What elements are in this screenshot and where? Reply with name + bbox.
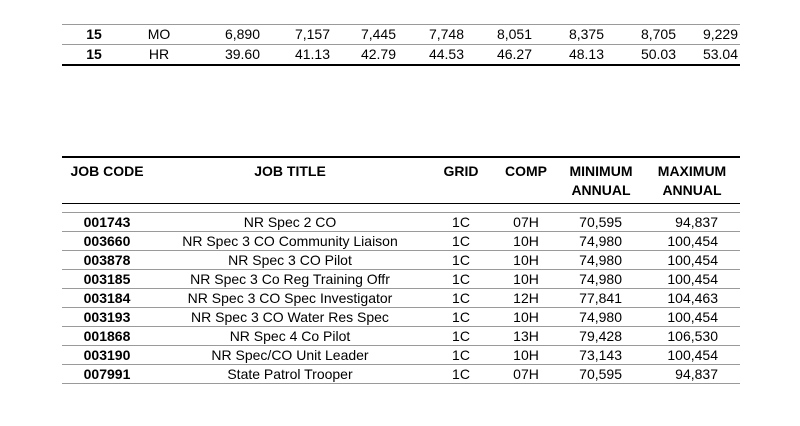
grid-cell: 1C: [428, 251, 494, 270]
table-row: [62, 232, 740, 251]
job-code-cell: 003193: [62, 308, 152, 327]
minimum-annual-cell: 74,980: [558, 270, 644, 289]
comp-cell: 10H: [494, 232, 558, 251]
minimum-annual-cell: 74,980: [558, 308, 644, 327]
header-minimum-line1: MINIMUM: [569, 163, 633, 179]
header-spacer-row: [62, 204, 740, 213]
step-value-cell: 6,890: [192, 25, 262, 45]
job-code-cell: 007991: [62, 365, 152, 384]
header-maximum-annual: [644, 157, 740, 204]
job-title-cell: NR Spec 2 CO: [152, 213, 428, 232]
unit-cell: HR: [126, 45, 192, 66]
comp-cell: 13H: [494, 327, 558, 346]
job-code-cell: 003878: [62, 251, 152, 270]
comp-cell: 10H: [494, 270, 558, 289]
grid-cell: 1C: [428, 213, 494, 232]
minimum-annual-cell: 74,980: [558, 232, 644, 251]
job-title-cell: NR Spec 3 CO Community Liaison: [152, 232, 428, 251]
job-title-cell: NR Spec 3 CO Spec Investigator: [152, 289, 428, 308]
comp-cell: 10H: [494, 251, 558, 270]
grid-cell: 1C: [428, 308, 494, 327]
grid-cell: 1C: [428, 232, 494, 251]
table-row: [62, 308, 740, 327]
job-code-cell: 003660: [62, 232, 152, 251]
step-value-cell: 42.79: [332, 45, 398, 66]
table-row: [62, 327, 740, 346]
pay-grade-row: [62, 45, 740, 66]
maximum-annual-cell: 104,463: [644, 289, 740, 308]
header-grid: GRID: [428, 157, 494, 204]
maximum-annual-cell: 106,530: [644, 327, 740, 346]
job-code-cell: 003190: [62, 346, 152, 365]
step-value-cell: 7,748: [398, 25, 466, 45]
comp-cell: 07H: [494, 213, 558, 232]
table-row: [62, 213, 740, 232]
minimum-annual-cell: 73,143: [558, 346, 644, 365]
unit-cell: MO: [126, 25, 192, 45]
maximum-annual-cell: 100,454: [644, 232, 740, 251]
table-row: [62, 346, 740, 365]
table-row: [62, 365, 740, 384]
maximum-annual-cell: 100,454: [644, 251, 740, 270]
step-value-cell: 44.53: [398, 45, 466, 66]
maximum-annual-cell: 100,454: [644, 346, 740, 365]
comp-cell: 10H: [494, 308, 558, 327]
step-value-cell: 46.27: [466, 45, 534, 66]
step-value-cell: 8,051: [466, 25, 534, 45]
comp-cell: 12H: [494, 289, 558, 308]
job-title-cell: NR Spec/CO Unit Leader: [152, 346, 428, 365]
header-maximum-line1: MAXIMUM: [657, 163, 727, 179]
step-value-cell: 39.60: [192, 45, 262, 66]
maximum-annual-cell: 94,837: [644, 365, 740, 384]
grid-cell: 1C: [428, 365, 494, 384]
grid-cell: 1C: [428, 270, 494, 289]
pay-grade-row: [62, 25, 740, 45]
header-maximum-line2: ANNUAL: [662, 182, 722, 198]
job-title-cell: NR Spec 4 Co Pilot: [152, 327, 428, 346]
step-value-cell: 7,445: [332, 25, 398, 45]
job-code-cell: 001743: [62, 213, 152, 232]
header-minimum-line2: ANNUAL: [571, 182, 631, 198]
maximum-annual-cell: 100,454: [644, 308, 740, 327]
table-row: [62, 251, 740, 270]
step-value-cell: 53.04: [678, 45, 740, 66]
grid-cell: 1C: [428, 346, 494, 365]
step-value-cell: 9,229: [678, 25, 740, 45]
minimum-annual-cell: 70,595: [558, 213, 644, 232]
job-title-cell: State Patrol Trooper: [152, 365, 428, 384]
job-code-cell: 003185: [62, 270, 152, 289]
comp-cell: 10H: [494, 346, 558, 365]
header-minimum-annual: [558, 157, 644, 204]
step-value-cell: 8,375: [534, 25, 606, 45]
header-job-code: JOB CODE: [62, 157, 152, 204]
step-value-cell: 48.13: [534, 45, 606, 66]
pay-grade-table: [62, 24, 740, 66]
maximum-annual-cell: 100,454: [644, 270, 740, 289]
job-code-cell: 001868: [62, 327, 152, 346]
grade-cell: 15: [62, 45, 126, 66]
header-job-title: JOB TITLE: [152, 157, 428, 204]
minimum-annual-cell: 74,980: [558, 251, 644, 270]
header-comp: COMP: [494, 157, 558, 204]
job-code-table: [62, 156, 740, 384]
job-title-cell: NR Spec 3 Co Reg Training Offr: [152, 270, 428, 289]
minimum-annual-cell: 70,595: [558, 365, 644, 384]
comp-cell: 07H: [494, 365, 558, 384]
minimum-annual-cell: 79,428: [558, 327, 644, 346]
grid-cell: 1C: [428, 327, 494, 346]
job-title-cell: NR Spec 3 CO Water Res Spec: [152, 308, 428, 327]
grid-cell: 1C: [428, 289, 494, 308]
grade-cell: 15: [62, 25, 126, 45]
table-row: [62, 270, 740, 289]
job-table-header-row: [62, 157, 740, 204]
step-value-cell: 41.13: [262, 45, 332, 66]
step-value-cell: 8,705: [606, 25, 678, 45]
job-title-cell: NR Spec 3 CO Pilot: [152, 251, 428, 270]
maximum-annual-cell: 94,837: [644, 213, 740, 232]
table-row: [62, 289, 740, 308]
step-value-cell: 7,157: [262, 25, 332, 45]
job-code-cell: 003184: [62, 289, 152, 308]
step-value-cell: 50.03: [606, 45, 678, 66]
minimum-annual-cell: 77,841: [558, 289, 644, 308]
